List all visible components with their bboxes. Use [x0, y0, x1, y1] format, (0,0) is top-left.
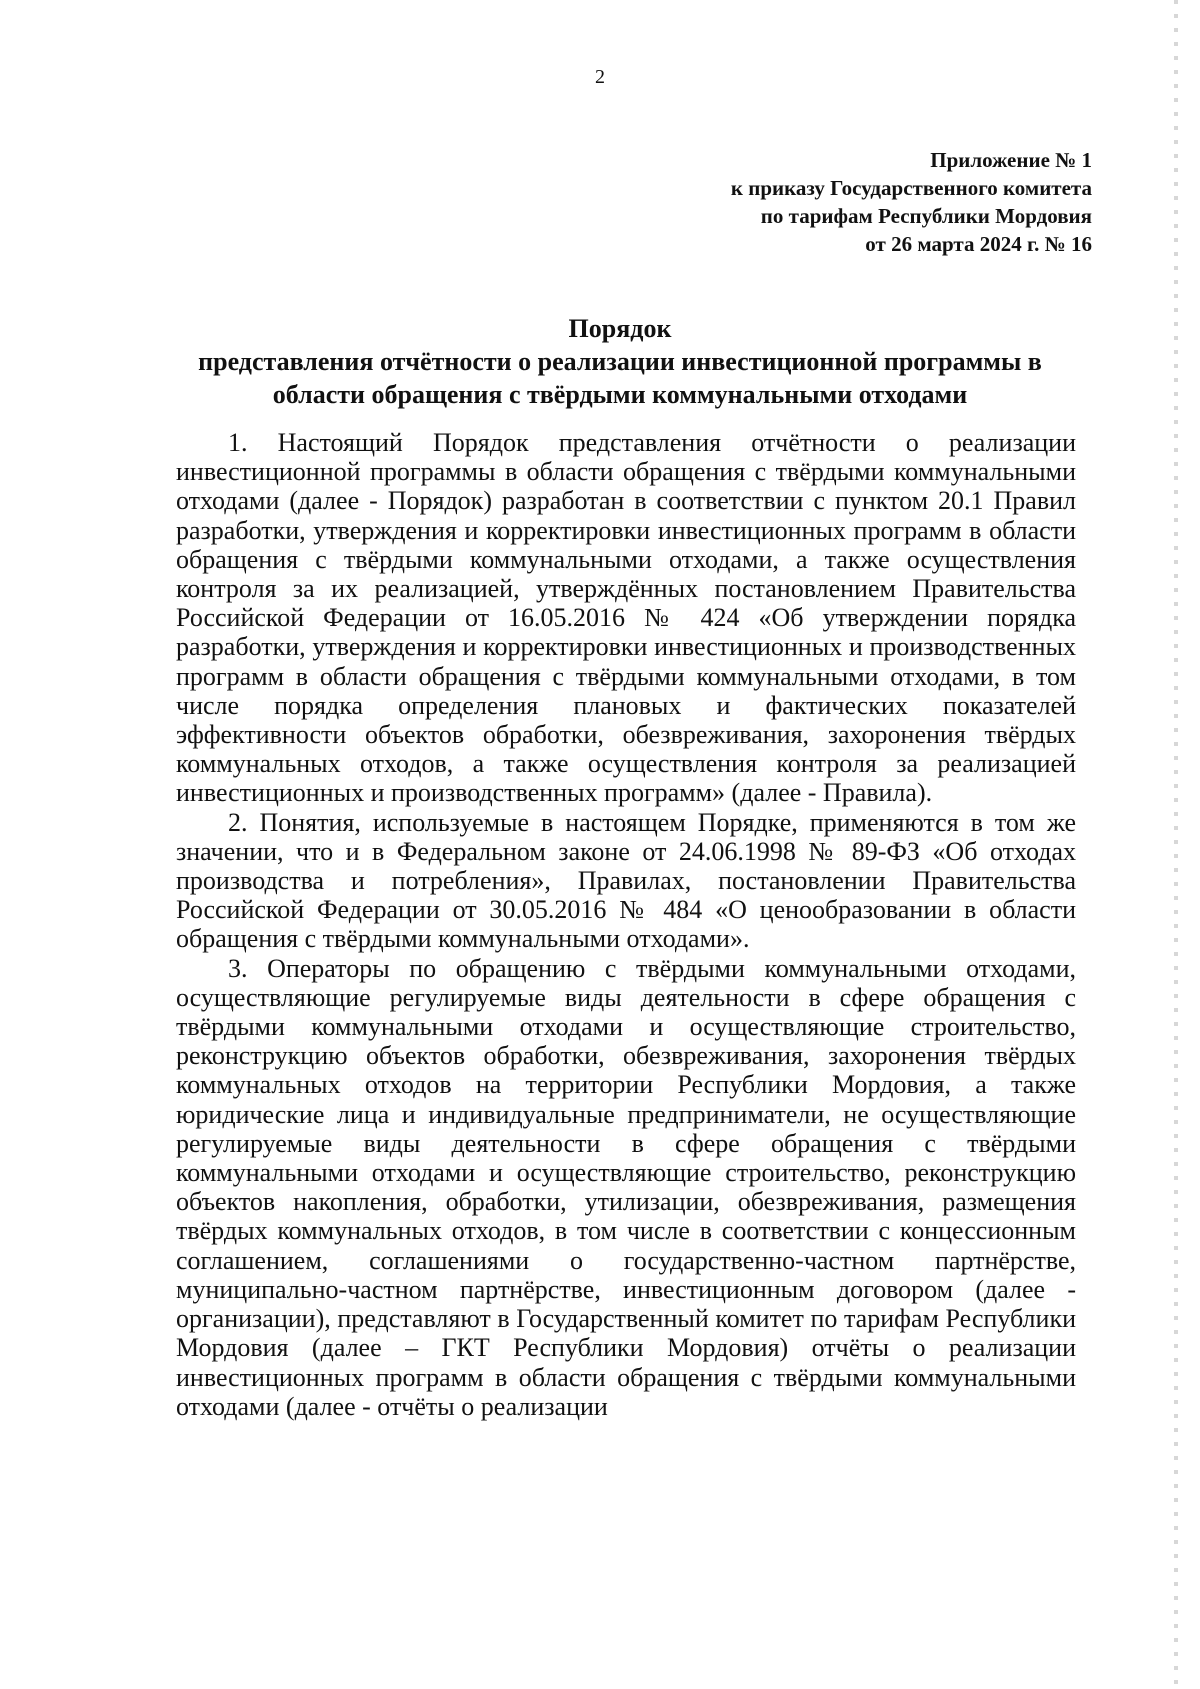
paragraph-3: 3. Операторы по обращению с твёрдыми коммунальными отходами, осуществляющие регулируемые виды деятельности в сфере обращения с твёрдыми коммунальными отходами и осуществляющие строительство, реконструкцию объектов обработки, обезвреживания, захоронения твёрдых коммунальных отходов на территории Республики Мордовия, а также юридические лица и индивидуальные предприниматели, не осуществляющие регулируемые виды деятельности в сфере обращения с твёрдыми коммунальными отходами и осуществляющие строительство, реконструкцию объектов накопления, обработки, утилизации, обезвреживания, размещения твёрдых коммунальных отходов, в том числе в соответствии с концессионным соглашением, соглашениями о государственно-частном партнёрстве, муниципально-частном партнёрстве, инвестиционным договором (далее - организации), представляют в Государственный комитет по тарифам Республики Мордовия (далее – ГКТ Республики Мордовия) отчёты о реализации инвестиционных программ в области обращения с твёрдыми коммунальными отходами (далее - отчёты о реализации [176, 953, 1076, 1421]
appendix-line-1: Приложение № 1 [930, 148, 1092, 172]
paragraph-2: 2. Понятия, используемые в настоящем Порядке, применяются в том же значении, что и в Федеральном законе от 24.06.1998 № 89-ФЗ «Об отходах производства и потребления», Правилах, постановлении Правительства Российской Федерации от 30.05.2016 № 484 «О ценообразовании в области обращения с твёрдыми коммунальными отходами». [176, 807, 1076, 954]
appendix-line-4: от 26 марта 2024 г. № 16 [865, 232, 1092, 256]
title-line-3: области обращения с твёрдыми коммунальными отходами [272, 380, 968, 409]
appendix-line-3: по тарифам Республики Мордовия [760, 204, 1092, 228]
title-line-2: представления отчётности о реализации инвестиционной программы в [198, 347, 1042, 376]
page-number: 2 [595, 66, 605, 88]
document-title [160, 312, 1080, 411]
appendix-header [731, 146, 1092, 258]
title-line-1: Порядок [568, 314, 672, 343]
document-body [176, 428, 1076, 1421]
appendix-line-2: к приказу Государственного комитета [730, 176, 1092, 200]
paragraph-1: 1. Настоящий Порядок представления отчётности о реализации инвестиционной программы в области обращения с твёрдыми коммунальными отходами (далее - Порядок) разработан в соответствии с пунктом 20.1 Правил разработки, утверждения и корректировки инвестиционных программ в области обращения с твёрдыми коммунальными отходами, а также осуществления контроля за их реализацией, утверждённых постановлением Правительства Российской Федерации от 16.05.2016 № 424 «Об утверждении порядка разработки, утверждения и корректировки инвестиционных и производственных программ в области обращения с твёрдыми коммунальными отходами, в том числе порядка определения плановых и фактических показателей эффективности объектов обработки, обезвреживания, захоронения твёрдых коммунальных отходов, а также осуществления контроля за реализацией инвестиционных и производственных программ» (далее - Правила). [176, 428, 1076, 808]
scan-edge-artifact [1174, 0, 1178, 1689]
